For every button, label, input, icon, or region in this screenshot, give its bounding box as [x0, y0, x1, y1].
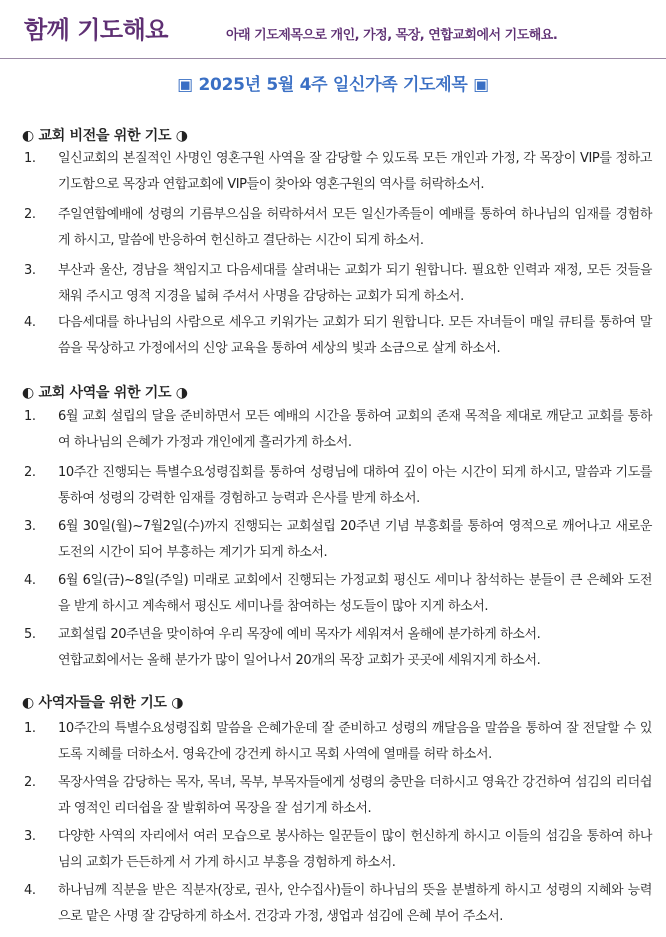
list-item	[24, 310, 652, 362]
list-item	[24, 568, 652, 620]
item-text: 부산과 울산, 경남을 책임지고 다음세대를 살려내는 교회가 되기 원합니다. 필요한 인력과 재정, 모든 것들을 채워 주시고 영적 지경을 넓혀 주셔서 사명을 감당하는 교회가 되게 하소서.	[58, 263, 652, 304]
item-number: 4.	[24, 573, 36, 588]
item-text: 6월 6일(금)~8일(주일) 미래로 교회에서 진행되는 가정교회 평신도 세미나 참석하는 분들이 큰 은혜와 도전을 받게 하시고 계속해서 평신도 세미나를 참여하는 성도들이 많아 지게 하소서.	[58, 573, 652, 614]
item-text: 10주간 진행되는 특별수요성령집회를 통하여 성령님에 대하여 깊이 아는 시간이 되게 하시고, 말씀과 기도를 통하여 성령의 강력한 임재를 경험하고 능력과 은사를 받게 하소서.	[58, 465, 652, 506]
item-text: 일신교회의 본질적인 사명인 영혼구원 사역을 잘 감당할 수 있도록 모든 개인과 가정, 각 목장이 VIP를 정하고 기도함으로 목장과 연합교회에 VIP들이 찾아와 영혼구원의 역사를 허락하소서.	[58, 151, 652, 192]
list-item	[24, 770, 652, 822]
item-number: 5.	[24, 627, 36, 642]
list-item	[24, 514, 652, 566]
header	[0, 0, 666, 62]
item-text: 6월 교회 설립의 달을 준비하면서 모든 예배의 시간을 통하여 교회의 존재 목적을 제대로 깨닫고 교회를 통하여 하나님의 은혜가 가정과 개인에게 흘러가게 하소서.	[58, 409, 652, 450]
item-number: 2.	[24, 465, 36, 480]
item-note: 연합교회에서는 올해 분가가 많이 일어나서 20개의 목장 교회가 곳곳에 세워지게 하소서.	[58, 653, 541, 668]
item-text: 목장사역을 감당하는 목자, 목녀, 목부, 부목자들에게 성령의 충만을 더하시고 영육간 강건하여 섬김의 리더쉽과 영적인 리더쉽을 잘 발휘하여 목장을 잘 섬기게 하소서.	[58, 775, 652, 816]
list-item	[24, 622, 652, 648]
item-number: 2.	[24, 207, 36, 222]
item-number: 1.	[24, 409, 36, 424]
list-item	[24, 258, 652, 310]
section-heading-ministers: ◐ 사역자들을 위한 기도 ◑	[22, 695, 184, 711]
item-number: 4.	[24, 315, 36, 330]
item-number: 1.	[24, 151, 36, 166]
list-item	[24, 716, 652, 768]
item-number: 3.	[24, 519, 36, 534]
list-item	[24, 460, 652, 512]
item-text: 6월 30일(월)~7월2일(수)까지 진행되는 교회설립 20주년 기념 부흥회를 통하여 영적으로 깨어나고 새로운 도전의 시간이 되어 부흥하는 계기가 되게 하소서.	[58, 519, 652, 560]
header-subtitle: 아래 기도제목으로 개인, 가정, 목장, 연합교회에서 기도해요.	[226, 28, 558, 43]
item-text: 10주간의 특별수요성령집회 말씀을 은혜가운데 잘 준비하고 성령의 깨달음을 말씀을 통하여 잘 전달할 수 있도록 지혜를 더하소서. 영육간에 강건케 하시고 목회 사역에 열매를 허락 하소서.	[58, 721, 652, 762]
item-text: 다양한 사역의 자리에서 여러 모습으로 봉사하는 일꾼들이 많이 헌신하게 하시고 이들의 섬김을 통하여 하나님의 교회가 든든하게 서 가게 하시고 부흥을 경험하게 하소서.	[58, 829, 652, 870]
item-text: 하나님께 직분을 받은 직분자(장로, 권사, 안수집사)들이 하나님의 뜻을 분별하게 하시고 성령의 지혜와 능력으로 맡은 사명 잘 감당하게 하소서. 건강과 가정, 생업과 섬김에 은혜 부어 주소서.	[58, 883, 652, 924]
item-number: 1.	[24, 721, 36, 736]
header-title: 함께 기도해요	[24, 16, 168, 44]
list-item	[24, 202, 652, 254]
list-item	[24, 404, 652, 456]
header-divider	[0, 58, 666, 59]
item-number: 4.	[24, 883, 36, 898]
item-number: 3.	[24, 829, 36, 844]
item-number: 3.	[24, 263, 36, 278]
section-heading-vision: ◐ 교회 비전을 위한 기도 ◑	[22, 128, 188, 144]
list-item	[24, 824, 652, 876]
item-text: 주일연합예배에 성령의 기름부으심을 허락하셔서 모든 일신가족들이 예배를 통하여 하나님의 임재를 경험하게 하시고, 말씀에 반응하여 헌신하고 결단하는 시간이 되게 하소서.	[58, 207, 652, 248]
list-item	[24, 146, 652, 198]
section-heading-ministry: ◐ 교회 사역을 위한 기도 ◑	[22, 385, 188, 401]
item-number: 2.	[24, 775, 36, 790]
item-text: 다음세대를 하나님의 사람으로 세우고 키워가는 교회가 되기 원합니다. 모든 자녀들이 매일 큐티를 통하여 말씀을 묵상하고 가정에서의 신앙 교육을 통하여 세상의 빛과 소금으로 살게 하소서.	[58, 315, 652, 356]
document-title: ▣ 2025년 5월 4주 일신가족 기도제목 ▣	[177, 75, 489, 95]
item-text: 교회설립 20주년을 맞이하여 우리 목장에 예비 목자가 세워져서 올해에 분가하게 하소서.	[58, 627, 541, 642]
list-item	[24, 878, 652, 930]
